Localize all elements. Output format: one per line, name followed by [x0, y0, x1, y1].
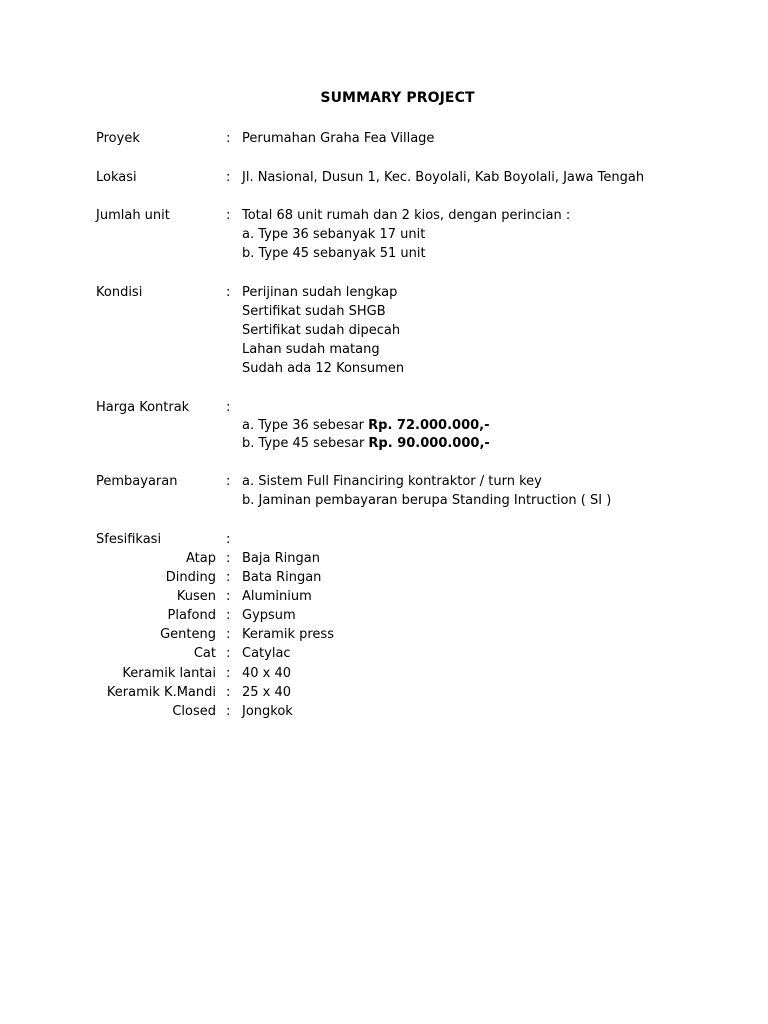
- field-colon: :: [226, 285, 231, 300]
- spec-label: Genteng: [160, 627, 216, 642]
- spec-value: 40 x 40: [242, 666, 292, 681]
- price-prefix: b. Type 45 sebesar: [242, 436, 369, 451]
- field-value: Perumahan Graha Fea Village: [242, 131, 435, 146]
- spec-item-keramik-kmandi: [0, 683, 768, 702]
- field-colon: :: [226, 551, 231, 566]
- field-colon: :: [226, 608, 231, 623]
- field-value: a. Type 36 sebanyak 17 unit: [242, 227, 426, 242]
- spec-label: Kusen: [176, 589, 216, 604]
- spec-item-closed: [0, 702, 768, 721]
- field-value: Perijinan sudah lengkap: [242, 285, 398, 300]
- field-colon: :: [226, 170, 231, 185]
- spec-value: 25 x 40: [242, 685, 292, 700]
- field-value: Sertifikat sudah SHGB: [242, 304, 386, 319]
- field-value: b. Type 45 sebanyak 51 unit: [242, 246, 426, 261]
- field-label: Harga Kontrak: [96, 400, 190, 415]
- spec-label: Dinding: [165, 570, 216, 585]
- field-colon: :: [226, 627, 231, 642]
- field-colon: :: [226, 400, 231, 415]
- field-kondisi-line: [0, 340, 768, 359]
- field-jumlah-unit: [0, 206, 768, 225]
- field-colon: :: [226, 685, 231, 700]
- price-amount: Rp. 90.000.000,-: [368, 436, 490, 451]
- field-label: Lokasi: [96, 170, 137, 185]
- spec-value: Jongkok: [242, 704, 293, 719]
- spec-label: Atap: [186, 551, 216, 566]
- field-kondisi: [0, 283, 768, 302]
- spec-value: Catylac: [242, 646, 291, 661]
- field-jumlah-unit-line: [0, 244, 768, 263]
- field-kondisi-line: [0, 321, 768, 340]
- spec-item-genteng: [0, 625, 768, 644]
- spec-label: Plafond: [167, 608, 216, 623]
- spec-label: Keramik lantai: [122, 666, 216, 681]
- field-colon: :: [226, 532, 231, 547]
- price-amount: Rp. 72.000.000,-: [368, 418, 490, 433]
- field-value: Lahan sudah matang: [242, 342, 380, 357]
- price-prefix: a. Type 36 sebesar: [242, 418, 369, 433]
- field-value: [242, 416, 490, 435]
- field-value: a. Sistem Full Financiring kontraktor / turn key: [242, 474, 542, 489]
- spec-value: Gypsum: [242, 608, 296, 623]
- field-jumlah-unit-line: [0, 225, 768, 244]
- field-kondisi-line: [0, 302, 768, 321]
- spec-item-dinding: [0, 568, 768, 587]
- field-label: Kondisi: [96, 285, 143, 300]
- spec-value: Keramik press: [242, 627, 334, 642]
- field-label: Pembayaran: [96, 474, 178, 489]
- field-kondisi-line: [0, 359, 768, 378]
- spec-label: Closed: [172, 704, 216, 719]
- field-pembayaran: [0, 472, 768, 491]
- spec-label: Cat: [193, 646, 216, 661]
- field-pembayaran-line: [0, 491, 768, 510]
- spec-value: Aluminium: [242, 589, 312, 604]
- field-label: Jumlah unit: [96, 208, 170, 223]
- field-harga-kontrak-line: [0, 416, 768, 435]
- spec-item-atap: [0, 549, 768, 568]
- field-colon: :: [226, 474, 231, 489]
- field-label: Sfesifikasi: [96, 532, 162, 547]
- field-value: b. Jaminan pembayaran berupa Standing Intruction ( SI ): [242, 493, 612, 508]
- field-colon: :: [226, 208, 231, 223]
- field-colon: :: [226, 646, 231, 661]
- field-colon: :: [226, 589, 231, 604]
- spec-label: Keramik K.Mandi: [106, 685, 216, 700]
- field-proyek: [0, 129, 768, 148]
- field-value: Sertifikat sudah dipecah: [242, 323, 401, 338]
- spec-value: Baja Ringan: [242, 551, 320, 566]
- field-value: Jl. Nasional, Dusun 1, Kec. Boyolali, Kab Boyolali, Jawa Tengah: [242, 170, 645, 185]
- spec-item-cat: [0, 644, 768, 663]
- spec-item-plafond: [0, 606, 768, 625]
- field-value: Total 68 unit rumah dan 2 kios, dengan perincian :: [242, 208, 571, 223]
- field-harga-kontrak: [0, 398, 768, 417]
- spec-item-kusen: [0, 587, 768, 606]
- field-colon: :: [226, 666, 231, 681]
- field-spesifikasi: [0, 530, 768, 549]
- field-colon: :: [226, 131, 231, 146]
- field-value: [242, 434, 490, 453]
- field-lokasi: [0, 168, 768, 187]
- document-title: SUMMARY PROJECT: [320, 90, 475, 106]
- spec-item-keramik-lantai: [0, 664, 768, 683]
- field-label: Proyek: [96, 131, 140, 146]
- field-value: Sudah ada 12 Konsumen: [242, 361, 405, 376]
- field-colon: :: [226, 704, 231, 719]
- field-colon: :: [226, 570, 231, 585]
- field-harga-kontrak-line: [0, 434, 768, 453]
- spec-value: Bata Ringan: [242, 570, 322, 585]
